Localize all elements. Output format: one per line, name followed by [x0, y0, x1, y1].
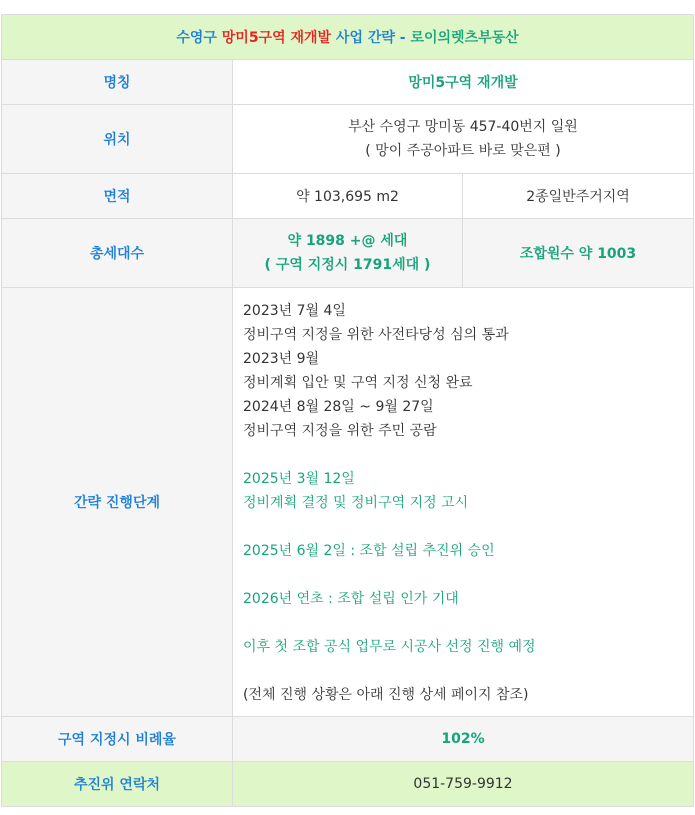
location-value: [233, 105, 694, 174]
progress-item-designation: 정비계획 결정 및 정비구역 지정 고시: [243, 495, 469, 511]
title-summary: 사업 간략 -: [331, 30, 411, 46]
progress-row: [2, 288, 694, 717]
households-designated: ( 구역 지정시 1791세대 ): [264, 257, 431, 273]
table-title: [2, 15, 694, 60]
spacer: [243, 659, 683, 683]
progress-item-approval: 2026년 연초 : 조합 설립 인가 기대: [243, 591, 459, 607]
area-row: [2, 174, 694, 219]
spacer: [243, 563, 683, 587]
location-label: 위치: [2, 105, 233, 174]
summary-table: [1, 14, 694, 807]
spacer: [243, 515, 683, 539]
contact-row: [2, 762, 694, 807]
progress-item-contractor: 이후 첫 조합 공식 업무로 시공사 선정 진행 예정: [243, 639, 536, 655]
area-label: 면적: [2, 174, 233, 219]
location-note: ( 망이 주공아파트 바로 맞은편 ): [365, 143, 561, 159]
progress-details: [233, 288, 694, 717]
summary-table-container: [1, 14, 693, 807]
contact-value[interactable]: 051-759-9912: [233, 762, 694, 807]
members-value: 조합원수 약 1003: [463, 219, 694, 288]
title-district: 수영구: [176, 30, 222, 46]
name-label: 명칭: [2, 60, 233, 105]
progress-item: 2023년 9월: [243, 351, 320, 367]
spacer: [243, 611, 683, 635]
title-project: 망미5구역 재개발: [221, 30, 332, 46]
progress-item: 2024년 8월 28일 ~ 9월 27일: [243, 399, 434, 415]
progress-item-committee: 2025년 6월 2일 : 조합 설립 추진위 승인: [243, 543, 495, 559]
progress-item: 정비계획 입안 및 구역 지정 신청 완료: [243, 375, 473, 391]
progress-item: 정비구역 지정을 위한 사전타당성 심의 통과: [243, 327, 509, 343]
households-value: [233, 219, 463, 288]
progress-label: 간략 진행단계: [2, 288, 233, 717]
title-agency: 로이의렛츠부동산: [410, 30, 519, 46]
progress-item: 2023년 7월 4일: [243, 303, 346, 319]
households-label: 총세대수: [2, 219, 233, 288]
progress-item-2025-march: 2025년 3월 12일: [243, 471, 355, 487]
location-row: [2, 105, 694, 174]
zone-value: 2종일반주거지역: [463, 174, 694, 219]
spacer: [243, 443, 683, 467]
progress-note: (전체 진행 상황은 아래 진행 상세 페이지 참조): [243, 687, 529, 703]
households-total: 약 1898 +@ 세대: [287, 233, 408, 249]
households-row: [2, 219, 694, 288]
progress-item: 정비구역 지정을 위한 주민 공람: [243, 423, 437, 439]
name-value: 망미5구역 재개발: [233, 60, 694, 105]
ratio-row: [2, 717, 694, 762]
location-address: 부산 수영구 망미동 457-40번지 일원: [348, 119, 578, 135]
area-value: 약 103,695 m2: [233, 174, 463, 219]
ratio-label: 구역 지정시 비례율: [2, 717, 233, 762]
name-row: [2, 60, 694, 105]
contact-label: 추진위 연락처: [2, 762, 233, 807]
header-row: [2, 15, 694, 60]
ratio-value: 102%: [233, 717, 694, 762]
